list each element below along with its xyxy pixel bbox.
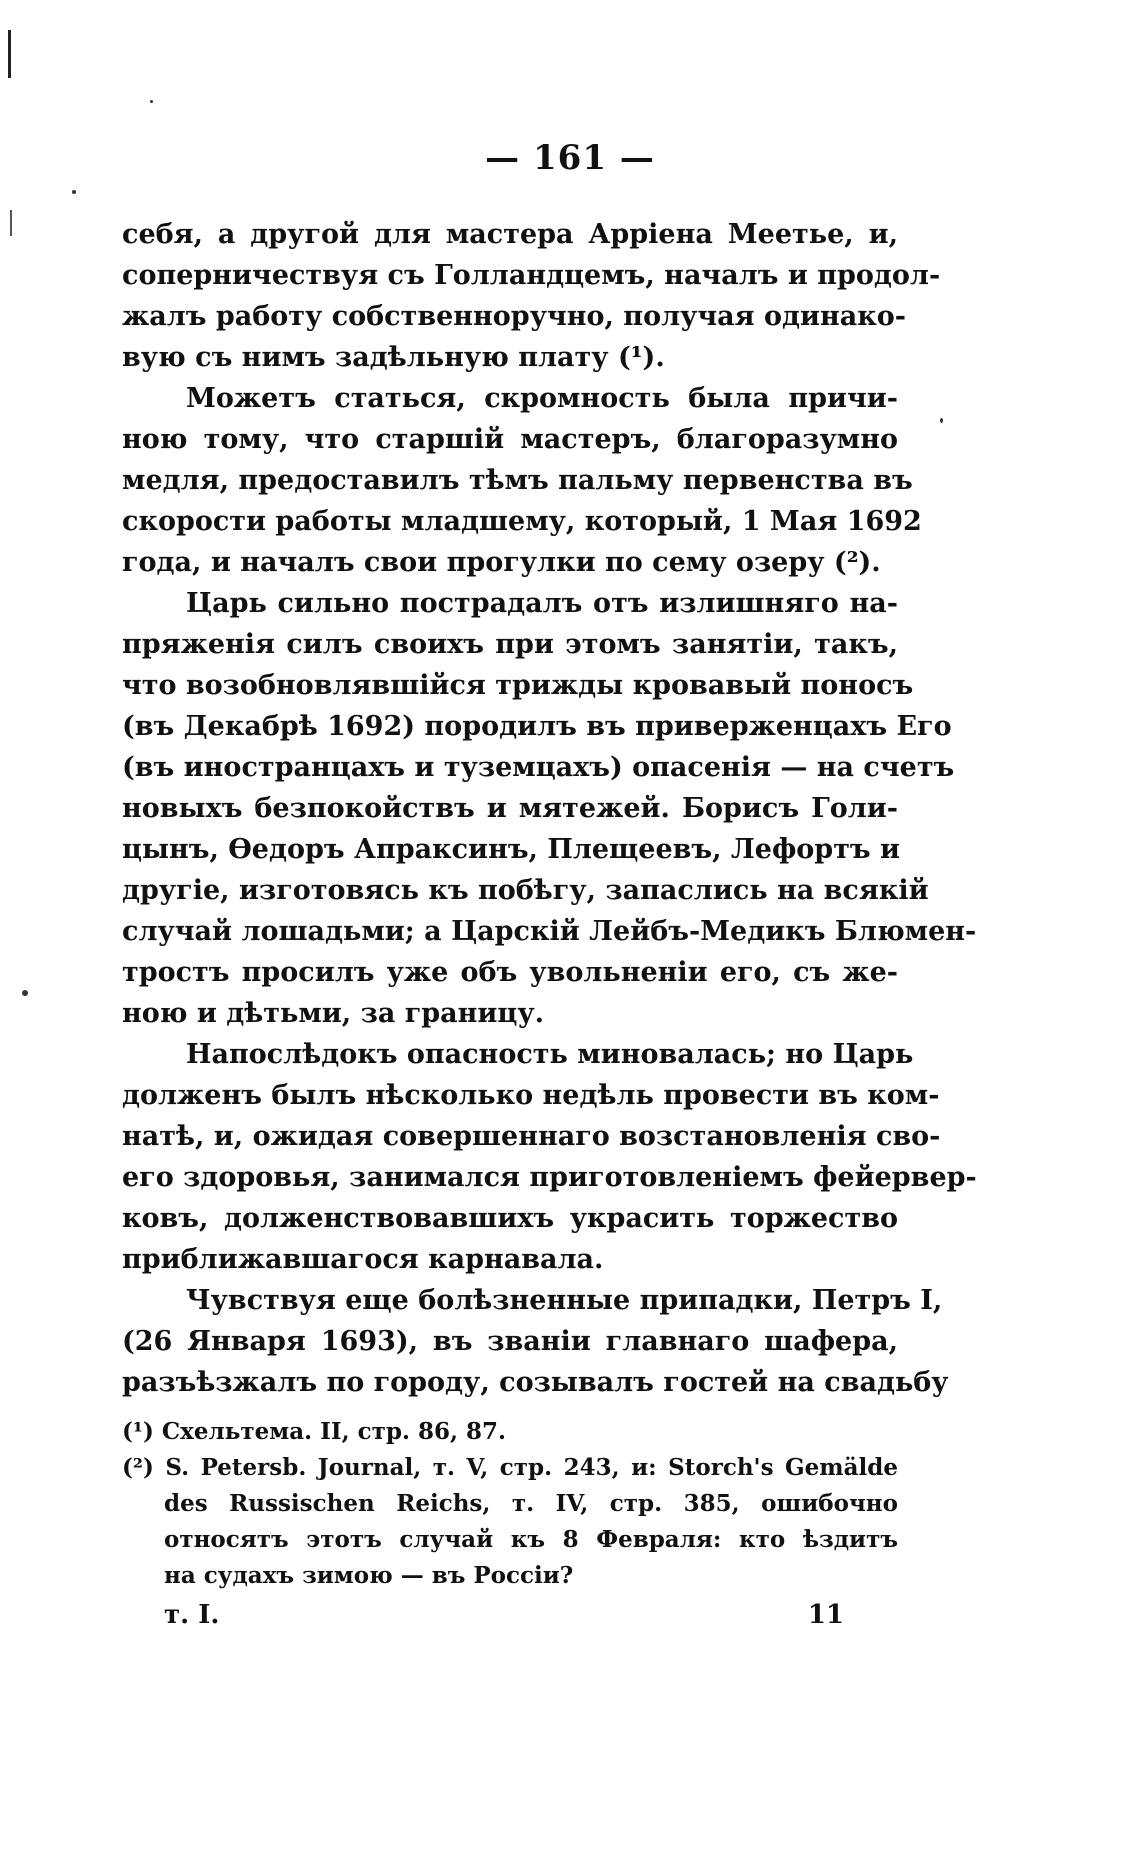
- text-line: (26 Января 1693), въ званіи главнаго шафера,: [122, 1326, 898, 1357]
- text-line: (въ иностранцахъ и туземцахъ) опасенія — на счетъ: [122, 752, 955, 783]
- text-line: что возобновлявшійся трижды кровавый поносъ: [122, 670, 914, 701]
- scan-speck: [72, 190, 76, 194]
- text-line: новыхъ безпокойствъ и мятежей. Борисъ Голи-: [122, 793, 898, 824]
- text-line: тростъ просилъ уже объ увольненіи его, съ же-: [122, 957, 898, 988]
- margin-scan-mark: [10, 210, 12, 236]
- text-line: другіе, изготовясь къ побѣгу, запаслись на всякій: [122, 875, 929, 906]
- page-number-header: — 161 —: [485, 138, 655, 178]
- text-line: Напослѣдокъ опасность миновалась; но Царь: [186, 1039, 914, 1070]
- text-line: натѣ, и, ожидая совершеннаго возстановленія сво-: [122, 1121, 941, 1152]
- text-line: жалъ работу собственноручно, получая одинако-: [122, 301, 907, 332]
- text-line: цынъ, Ѳедоръ Апраксинъ, Плещеевъ, Лефортъ и: [122, 834, 901, 865]
- text-line: ною тому, что старшій мастеръ, благоразумно: [122, 424, 898, 455]
- margin-scan-mark: [8, 30, 11, 78]
- text-line: (въ Декабрѣ 1692) породилъ въ приверженцахъ Его: [122, 711, 952, 742]
- footnote-line: des Russischen Reichs, т. IV, стр. 385, ошибочно: [164, 1490, 898, 1517]
- signature-row: [164, 1600, 844, 1640]
- gathering-signature: 11: [807, 1600, 844, 1630]
- text-line: случай лошадьми; а Царскій Лейбъ-Медикъ Блюмен-: [122, 916, 977, 947]
- footnote-line: относятъ этотъ случай къ 8 Февраля: кто ѣздитъ: [164, 1526, 898, 1553]
- scan-speck: [940, 418, 943, 423]
- footnote-line: (¹) Схельтема. II, стр. 86, 87.: [122, 1418, 507, 1445]
- text-line: разъѣзжалъ по городу, созывалъ гостей на свадьбу: [122, 1367, 949, 1398]
- body-text: [122, 214, 977, 1403]
- text-line: года, и началъ свои прогулки по сему озеру (²).: [122, 547, 881, 578]
- text-line: вую съ нимъ задѣльную плату (¹).: [122, 342, 665, 373]
- text-line: скорости работы младшему, который, 1 Мая 1692: [122, 506, 922, 537]
- volume-signature: т. I.: [164, 1600, 220, 1630]
- text-line: его здоровья, занимался приготовленіемъ фейервер-: [122, 1162, 977, 1193]
- text-line: ковъ, долженствовавшихъ украсить торжество: [122, 1203, 898, 1234]
- scan-speck: [150, 100, 153, 103]
- text-line: себя, а другой для мастера Арріена Меетье, и,: [122, 219, 898, 250]
- footnotes: [122, 1414, 898, 1594]
- text-line: Чувствуя еще болѣзненные припадки, Петръ I,: [186, 1285, 943, 1316]
- text-line: Царь сильно пострадалъ отъ излишняго на-: [186, 588, 898, 619]
- footnote-line: на судахъ зимою — въ Россіи?: [164, 1562, 574, 1589]
- text-line: Можетъ статься, скромность была причи-: [186, 383, 898, 414]
- text-line: долженъ былъ нѣсколько недѣль провести въ ком-: [122, 1080, 940, 1111]
- footnote-line: (²) S. Petersb. Journal, т. V, стр. 243, и: Storch's Gemälde: [122, 1454, 898, 1481]
- text-line: пряженія силъ своихъ при этомъ занятіи, такъ,: [122, 629, 898, 660]
- text-line: соперничествуя съ Голландцемъ, началъ и продол-: [122, 260, 941, 291]
- text-line: медля, предоставилъ тѣмъ пальму первенства въ: [122, 465, 913, 496]
- scan-speck: [22, 990, 28, 996]
- text-line: ною и дѣтьми, за границу.: [122, 998, 545, 1029]
- text-line: приближавшагося карнавала.: [122, 1244, 604, 1275]
